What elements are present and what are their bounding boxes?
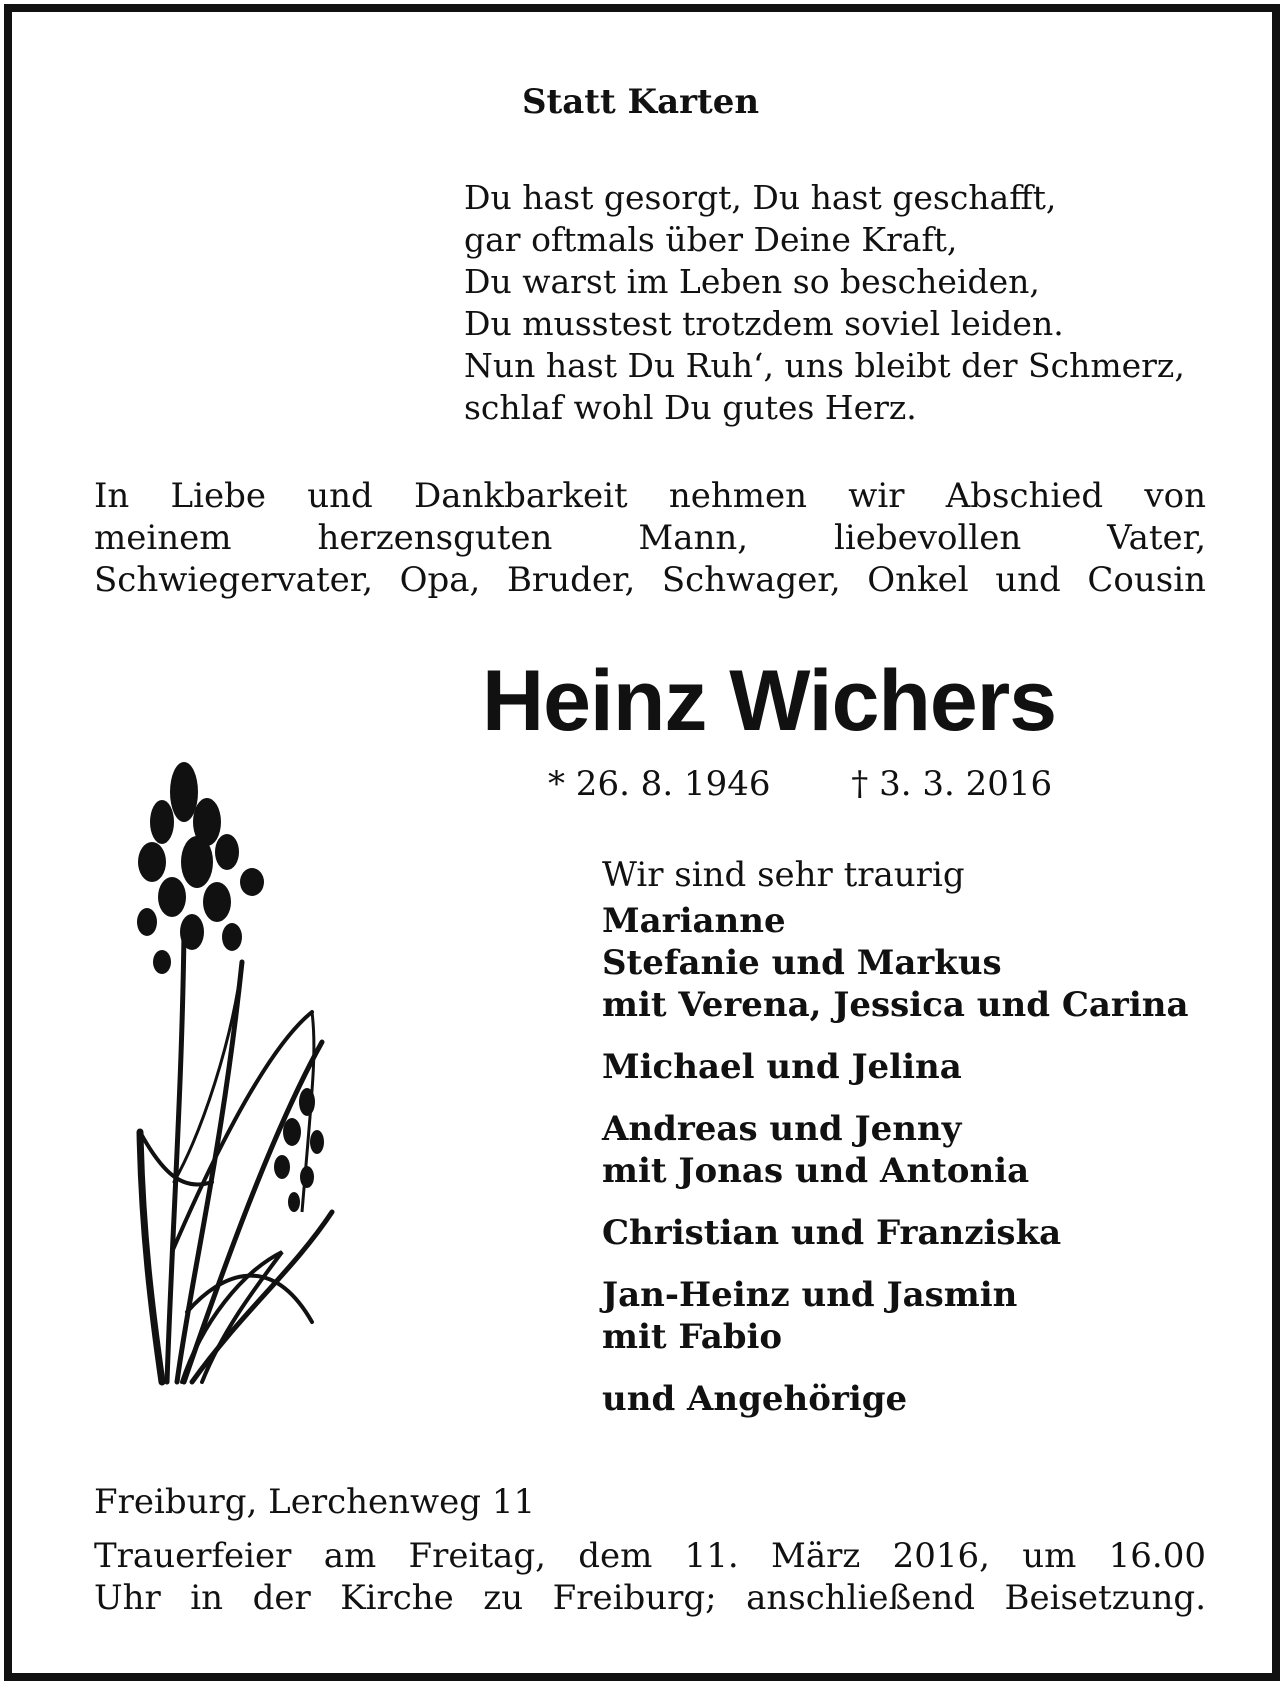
farewell-intro — [94, 475, 1206, 601]
mourner-line: mit Fabio — [602, 1317, 783, 1357]
mourner-group — [602, 1046, 1189, 1088]
poem-line: Du hast gesorgt, Du hast geschafft, — [464, 178, 1057, 217]
mourner-line: mit Verena, Jessica und Carina — [602, 985, 1189, 1025]
ceremony-line: Trauerfeier am Freitag, dem 11. März 2016, um 16.00 — [94, 1536, 1206, 1576]
poem-line: Du musstest trotzdem soviel leiden. — [464, 304, 1064, 343]
poem-line: Du warst im Leben so bescheiden, — [464, 262, 1040, 301]
mourner-line: Christian und Franziska — [602, 1213, 1062, 1253]
mourner-line: und Angehörige — [602, 1379, 908, 1419]
intro-line: In Liebe und Dankbarkeit nehmen wir Abschied von — [94, 476, 1206, 516]
mourner-line: Andreas und Jenny — [602, 1109, 962, 1149]
mourner-group — [602, 900, 1189, 1026]
notice-heading: Statt Karten — [522, 82, 760, 122]
life-dates — [548, 764, 1052, 804]
mourner-group — [602, 1378, 1189, 1420]
obituary-notice — [4, 4, 1280, 1681]
family-address: Freiburg, Lerchenweg 11 — [94, 1482, 536, 1522]
birth-date: * 26. 8. 1946 — [548, 764, 771, 804]
memorial-poem — [464, 177, 1185, 429]
mourners-intro: Wir sind sehr traurig — [602, 855, 965, 895]
poem-line: gar oftmals über Deine Kraft, — [464, 220, 958, 259]
mourners-list — [602, 854, 1189, 1440]
mourner-line: Michael und Jelina — [602, 1047, 962, 1087]
mourner-line: mit Jonas und Antonia — [602, 1151, 1030, 1191]
mourner-line: Marianne — [602, 901, 786, 941]
grass-plant-icon — [122, 712, 352, 1392]
intro-line: meinem herzensguten Mann, liebevollen Vater, — [94, 518, 1206, 558]
intro-line: Schwiegervater, Opa, Bruder, Schwager, Onkel und Cousin — [94, 560, 1206, 600]
funeral-ceremony-info — [94, 1535, 1206, 1619]
mourner-group — [602, 1108, 1189, 1192]
mourner-group — [602, 1212, 1189, 1254]
death-date: † 3. 3. 2016 — [851, 764, 1053, 804]
mourner-line: Stefanie und Markus — [602, 943, 1002, 983]
deceased-name: Heinz Wichers — [482, 653, 1057, 749]
mourner-line: Jan-Heinz und Jasmin — [602, 1275, 1018, 1315]
poem-line: schlaf wohl Du gutes Herz. — [464, 388, 917, 427]
poem-line: Nun hast Du Ruh‘, uns bleibt der Schmerz, — [464, 346, 1185, 385]
ceremony-line: Uhr in der Kirche zu Freiburg; anschließend Beisetzung. — [94, 1578, 1206, 1618]
mourner-group — [602, 1274, 1189, 1358]
